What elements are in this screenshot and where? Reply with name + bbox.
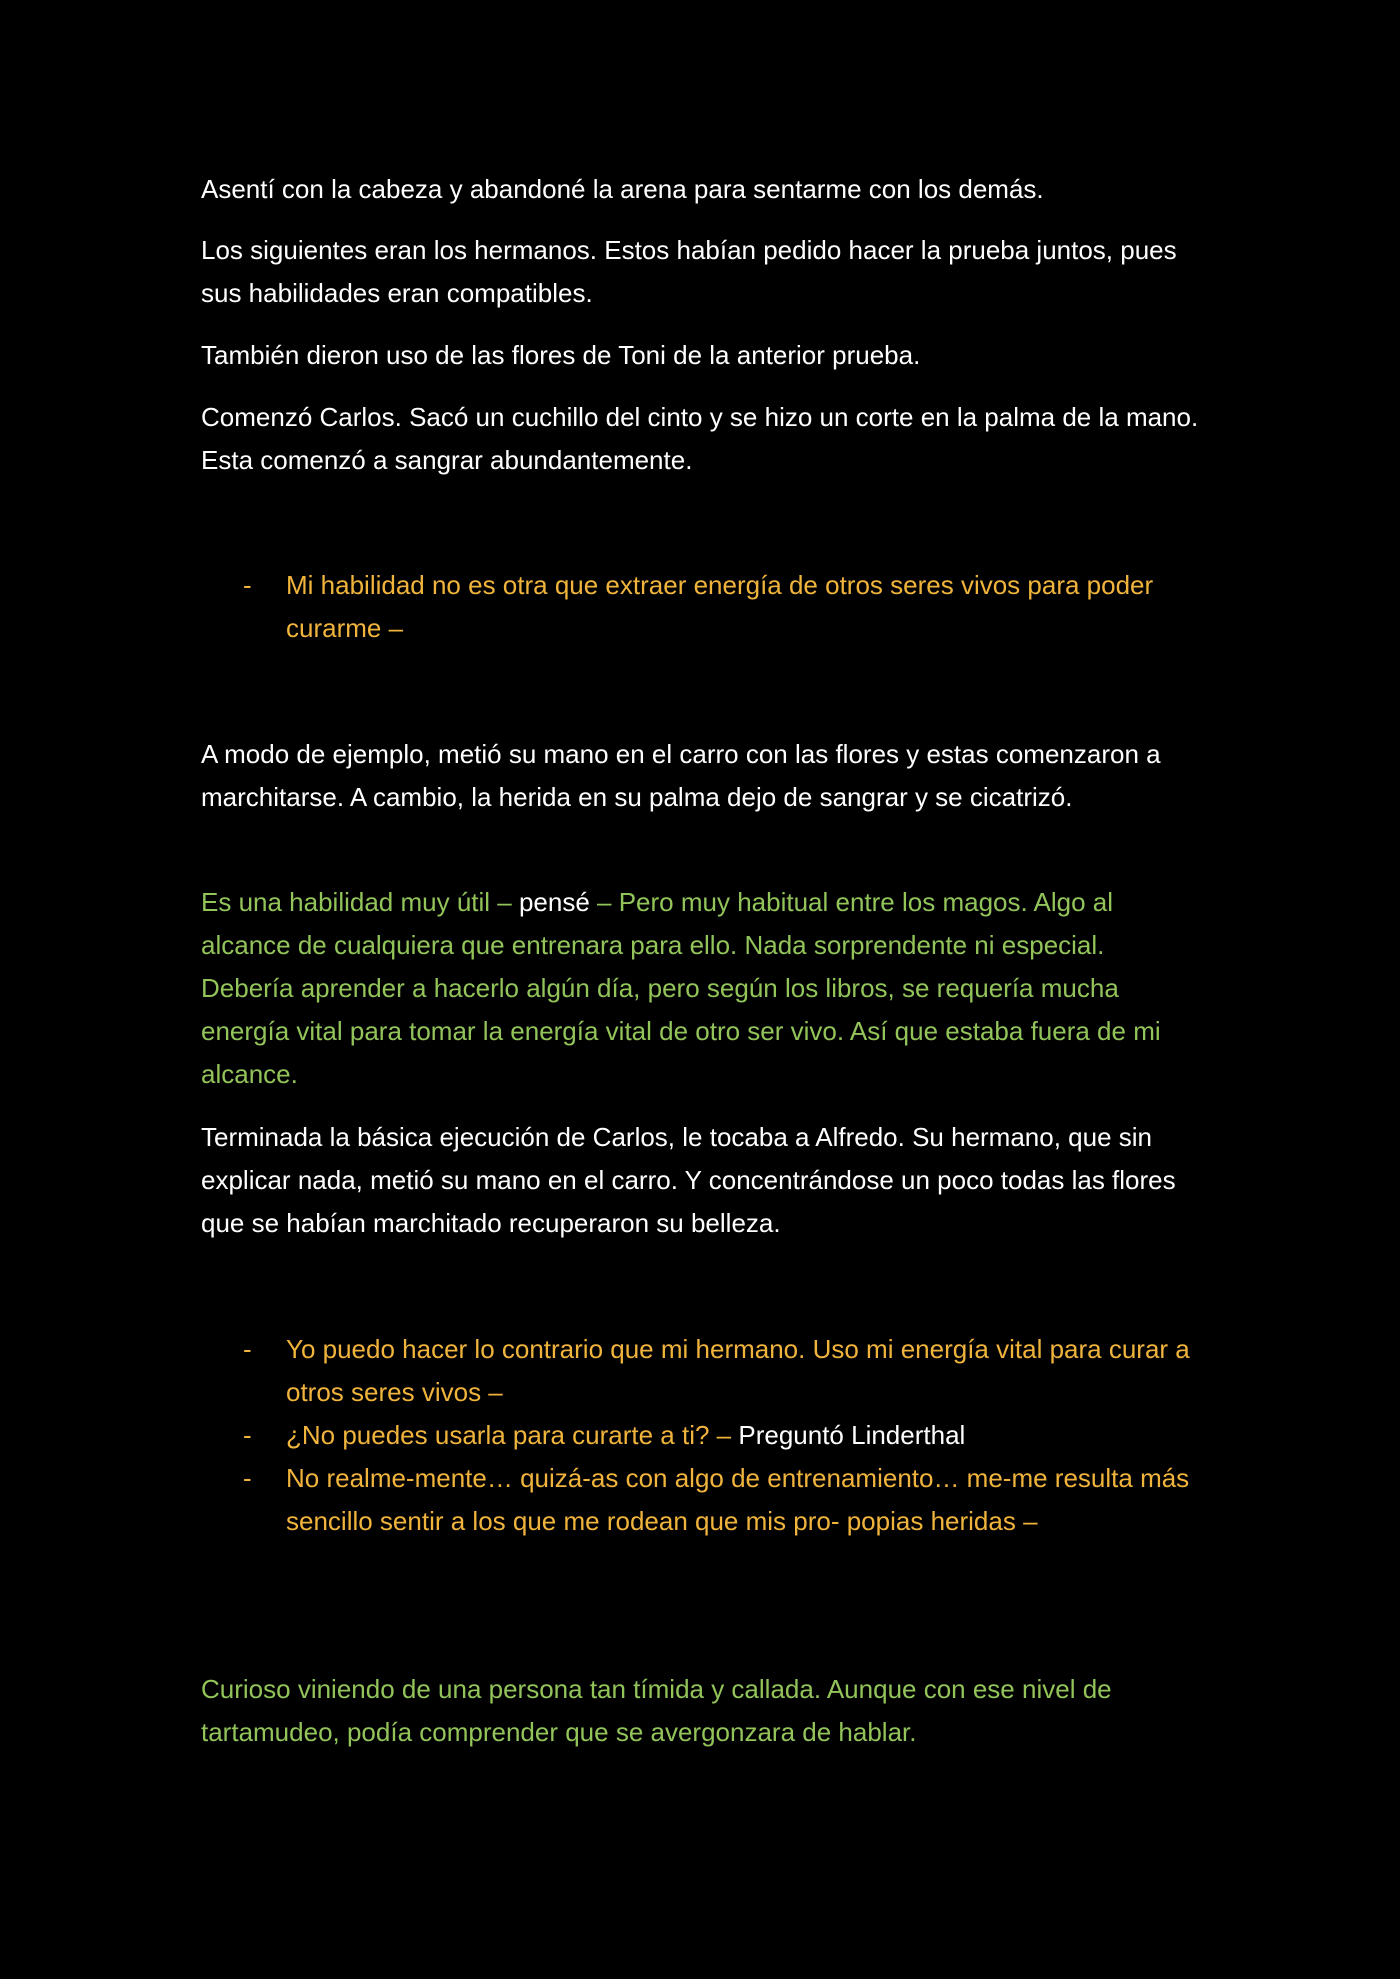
- dialogue-text: ¿No puedes usarla para curarte a ti? –: [286, 1420, 739, 1450]
- dialogue-line: [201, 1328, 1201, 1414]
- dialogue-line: [201, 1414, 1201, 1457]
- dialogue-dash: -: [243, 1463, 252, 1493]
- paragraph-8-thought: Curioso viniendo de una persona tan tímida y callada. Aunque con ese nivel de tartamudeo, podía comprender que se avergonzara de hablar.: [201, 1674, 1112, 1747]
- paragraph-6-thought: [201, 881, 1201, 1096]
- dialogue-text: Mi habilidad no es otra que extraer energía de otros seres vivos para poder curarme –: [286, 570, 1154, 643]
- dialogue-attribution: Preguntó Linderthal: [738, 1420, 966, 1450]
- thought-text: – Pero muy habitual entre los magos. Algo al alcance de cualquiera que entrenara para ello. Nada sorprendente ni especial. Debería aprender a hacerlo algún día, pero según los libros, se requería mucha energía vital para tomar la energía vital de otro ser vivo. Así que estaba fuera de mi alcance.: [201, 887, 1161, 1089]
- dialogue-line: [201, 564, 1201, 650]
- dialogue-dash: -: [243, 570, 252, 600]
- dialogue-dash: -: [243, 1334, 252, 1364]
- narration-text: pensé: [518, 887, 590, 917]
- dialogue-line: [201, 1457, 1201, 1543]
- dialogue-text: Yo puedo hacer lo contrario que mi hermano. Uso mi energía vital para curar a otros seres vivos –: [286, 1334, 1190, 1407]
- dialogue-text: No realme-mente… quizá-as con algo de entrenamiento… me-me resulta más sencillo sentir a los que me rodean que mis pro- popias heridas –: [286, 1463, 1190, 1536]
- dialogue-list-1: [201, 564, 1201, 650]
- dialogue-dash: -: [243, 1420, 252, 1450]
- paragraph-2: Los siguientes eran los hermanos. Estos habían pedido hacer la prueba juntos, pues sus habilidades eran compatibles.: [201, 235, 1177, 308]
- paragraph-5: A modo de ejemplo, metió su mano en el carro con las flores y estas comenzaron a marchitarse. A cambio, la herida en su palma dejo de sangrar y se cicatrizó.: [201, 739, 1161, 812]
- paragraph-7: Terminada la básica ejecución de Carlos, le tocaba a Alfredo. Su hermano, que sin explicar nada, metió su mano en el carro. Y concentrándose un poco todas las flores que se habían marchitado recuperaron su belleza.: [201, 1122, 1176, 1238]
- paragraph-3: También dieron uso de las flores de Toni de la anterior prueba.: [201, 340, 921, 370]
- dialogue-list-2: [201, 1328, 1201, 1543]
- paragraph-1: Asentí con la cabeza y abandoné la arena para sentarme con los demás.: [201, 174, 1044, 204]
- thought-text: Es una habilidad muy útil –: [201, 887, 519, 917]
- paragraph-4: Comenzó Carlos. Sacó un cuchillo del cinto y se hizo un corte en la palma de la mano. Esta comenzó a sangrar abundantemente.: [201, 402, 1199, 475]
